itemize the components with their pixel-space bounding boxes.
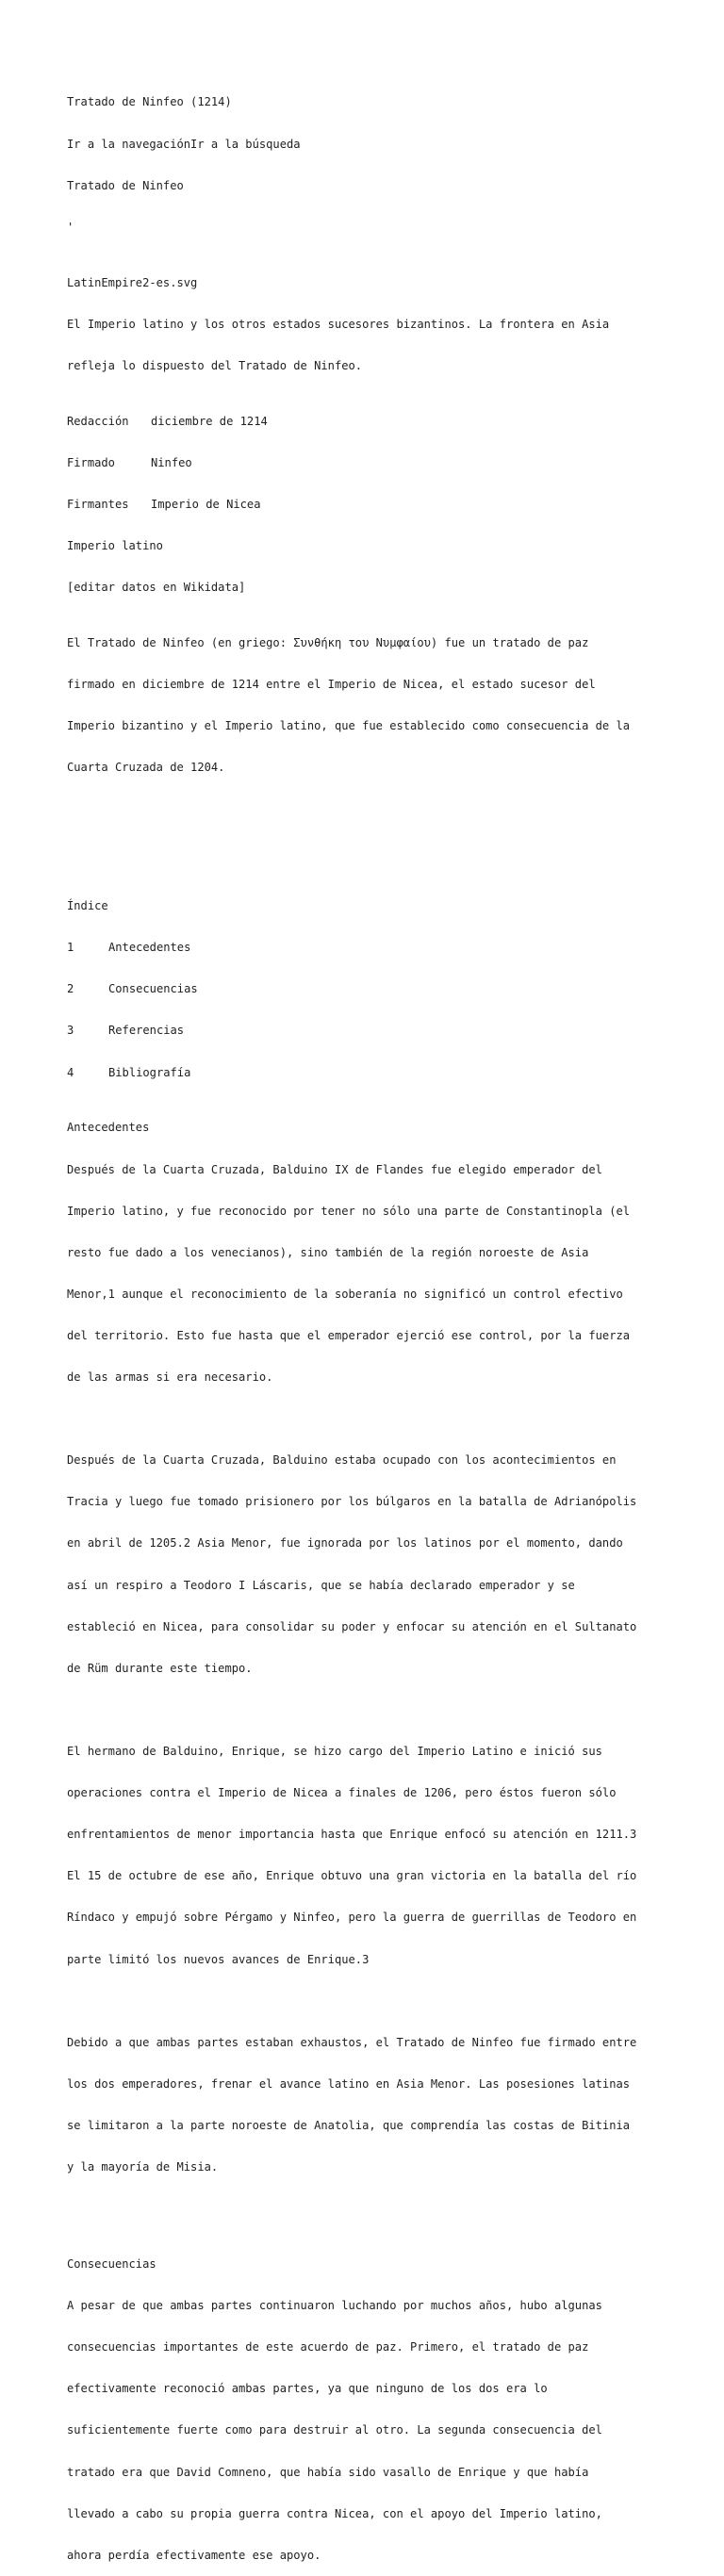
nav-links[interactable]: Ir a la navegaciónIr a la búsqueda bbox=[67, 137, 301, 151]
article-subtitle: Tratado de Ninfeo bbox=[67, 178, 184, 192]
paragraph-line: así un respiro a Teodoro I Láscaris, que se había declarado emperador y se bbox=[67, 1578, 575, 1592]
paragraph-line: operaciones contra el Imperio de Nicea a finales de 1206, pero éstos fueron sólo bbox=[67, 1786, 617, 1800]
paragraph-line: llevado a cabo su propia guerra contra Nicea, con el apoyo del Imperio latino, bbox=[67, 2506, 602, 2520]
toc-number: 1 bbox=[67, 941, 74, 955]
paragraph-line: Después de la Cuarta Cruzada, Balduino estaba ocupado con los acontecimientos en bbox=[67, 1453, 617, 1468]
toc-item-referencias[interactable] bbox=[67, 1024, 708, 1038]
toc-number: 4 bbox=[67, 1065, 74, 1079]
paragraph-line: Debido a que ambas partes estaban exhaustos, el Tratado de Ninfeo fue firmado entre bbox=[67, 2035, 637, 2049]
infobox-label: Redacción bbox=[67, 414, 129, 428]
document-body bbox=[67, 68, 708, 2576]
toc-title: Índice bbox=[67, 899, 108, 913]
wikidata-edit-link[interactable]: [editar datos en Wikidata] bbox=[67, 581, 246, 595]
toc-number: 2 bbox=[67, 982, 74, 996]
stray-mark: ' bbox=[67, 220, 74, 234]
infobox-row-firmantes bbox=[67, 498, 708, 512]
infobox-label: Firmado bbox=[67, 455, 115, 469]
paragraph-line: suficientemente fuerte como para destruir al otro. La segunda consecuencia del bbox=[67, 2423, 602, 2437]
infobox-label: Firmantes bbox=[67, 497, 129, 511]
paragraph-line: enfrentamientos de menor importancia hasta que Enrique enfocó su atención en 1211.3 bbox=[67, 1828, 637, 1842]
toc-item-antecedentes[interactable] bbox=[67, 941, 708, 955]
toc-label[interactable]: Referencias bbox=[108, 1024, 185, 1038]
paragraph-line: ahora perdía efectivamente ese apoyo. bbox=[67, 2548, 321, 2562]
section-heading-antecedentes: Antecedentes bbox=[67, 1121, 150, 1135]
infobox-value: diciembre de 1214 bbox=[151, 414, 268, 428]
intro-line: Cuarta Cruzada de 1204. bbox=[67, 761, 225, 775]
paragraph-line: El 15 de octubre de ese año, Enrique obtuvo una gran victoria en la batalla del río bbox=[67, 1869, 637, 1883]
paragraph-line: resto fue dado a los venecianos), sino también de la región noroeste de Asia bbox=[67, 1245, 589, 1259]
paragraph-line: de Rüm durante este tiempo. bbox=[67, 1661, 253, 1675]
paragraph-line: Imperio latino, y fue reconocido por tener no sólo una parte de Constantinopla (el bbox=[67, 1204, 631, 1218]
paragraph-line: y la mayoría de Misia. bbox=[67, 2160, 219, 2174]
paragraph-line: del territorio. Esto fue hasta que el emperador ejerció ese control, por la fuerza bbox=[67, 1328, 631, 1342]
toc-item-consecuencias[interactable] bbox=[67, 982, 708, 996]
infobox-caption-line: refleja lo dispuesto del Tratado de Ninfeo. bbox=[67, 358, 363, 372]
infobox-row-firmado bbox=[67, 456, 708, 470]
toc-label[interactable]: Antecedentes bbox=[108, 941, 191, 955]
intro-line: El Tratado de Ninfeo (en griego: Συνθήκη του Νυμφαίου) fue un tratado de paz bbox=[67, 635, 589, 649]
infobox-row-redaccion bbox=[67, 415, 708, 429]
toc-number: 3 bbox=[67, 1024, 74, 1038]
infobox-value: Ninfeo bbox=[151, 455, 192, 469]
toc-item-bibliografia[interactable] bbox=[67, 1066, 708, 1080]
paragraph-line: parte limitó los nuevos avances de Enrique.3 bbox=[67, 1952, 370, 1966]
paragraph-line: los dos emperadores, frenar el avance latino en Asia Menor. Las posesiones latinas bbox=[67, 2076, 631, 2091]
paragraph-line: tratado era que David Comneno, que había sido vasallo de Enrique y que había bbox=[67, 2465, 589, 2479]
paragraph-line: Menor,1 aunque el reconocimiento de la soberanía no significó un control efectivo bbox=[67, 1287, 623, 1301]
toc-label[interactable]: Bibliografía bbox=[108, 1065, 191, 1079]
paragraph-line: Después de la Cuarta Cruzada, Balduino IX de Flandes fue elegido emperador del bbox=[67, 1162, 602, 1176]
section-heading-consecuencias: Consecuencias bbox=[67, 2257, 156, 2271]
toc-label[interactable]: Consecuencias bbox=[108, 982, 198, 996]
intro-line: Imperio bizantino y el Imperio latino, que fue establecido como consecuencia de la bbox=[67, 719, 631, 733]
paragraph-line: El hermano de Balduino, Enrique, se hizo cargo del Imperio Latino e inició sus bbox=[67, 1745, 602, 1759]
paragraph-line: se limitaron a la parte noroeste de Anatolia, que comprendía las costas de Bitinia bbox=[67, 2118, 631, 2132]
paragraph-line: A pesar de que ambas partes continuaron luchando por muchos años, hubo algunas bbox=[67, 2299, 602, 2313]
infobox-image-name[interactable]: LatinEmpire2-es.svg bbox=[67, 275, 198, 289]
paragraph-line: de las armas si era necesario. bbox=[67, 1370, 273, 1385]
paragraph-line: efectivamente reconoció ambas partes, ya que ninguno de los dos era lo bbox=[67, 2382, 548, 2396]
paragraph-line: Tracia y luego fue tomado prisionero por los búlgaros en la batalla de Adrianópolis bbox=[67, 1495, 637, 1509]
paragraph-line: consecuencias importantes de este acuerdo de paz. Primero, el tratado de paz bbox=[67, 2340, 589, 2354]
page-title: Tratado de Ninfeo (1214) bbox=[67, 95, 232, 109]
infobox-value[interactable]: Imperio de Nicea bbox=[151, 497, 261, 511]
paragraph-line: en abril de 1205.2 Asia Menor, fue ignorada por los latinos por el momento, dando bbox=[67, 1536, 623, 1551]
infobox-caption-line: El Imperio latino y los otros estados sucesores bizantinos. La frontera en Asia bbox=[67, 317, 610, 331]
paragraph-line: estableció en Nicea, para consolidar su poder y enfocar su atención en el Sultanato bbox=[67, 1619, 637, 1633]
intro-line: firmado en diciembre de 1214 entre el Imperio de Nicea, el estado sucesor del bbox=[67, 677, 596, 691]
infobox-extra[interactable]: Imperio latino bbox=[67, 538, 163, 552]
paragraph-line: Ríndaco y empujó sobre Pérgamo y Ninfeo, pero la guerra de guerrillas de Teodoro en bbox=[67, 1911, 637, 1925]
